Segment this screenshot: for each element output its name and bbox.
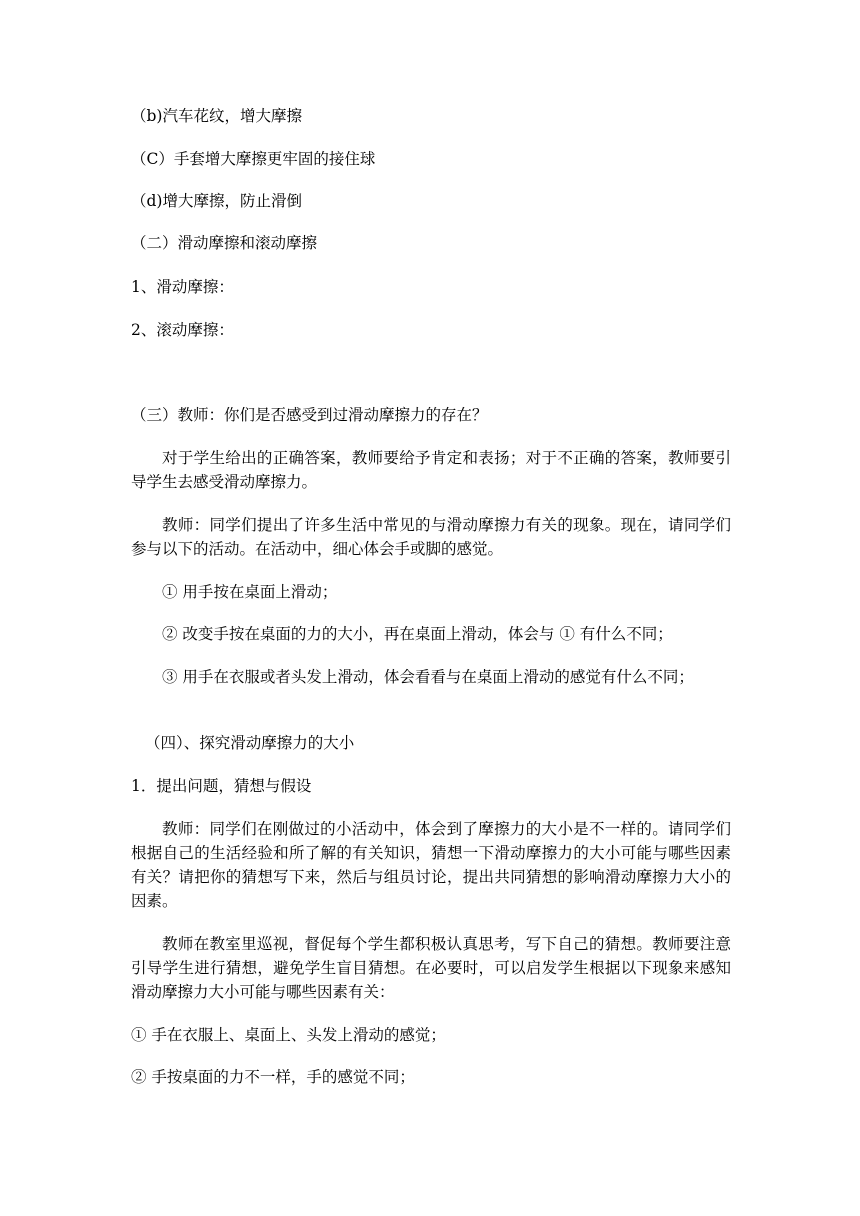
- paragraph-teacher-guidance: 教师在教室里巡视，督促每个学生都积极认真思考，写下自己的猜想。教师要注意引导学生进行猜想，避免学生盲目猜想。在必要时，可以启发学生根据以下现象来感知滑动摩擦力大小可能与哪些因素有关：: [131, 935, 731, 1001]
- activity-item-3: ③ 用手在衣服或者头发上滑动，体会看看与在桌面上滑动的感觉有什么不同；: [162, 668, 694, 686]
- sliding-friction-label: 1、滑动摩擦：: [131, 278, 234, 296]
- activity-item-1: ① 用手按在桌面上滑动；: [162, 583, 338, 601]
- paragraph-guess-factors: 教师：同学们在刚做过的小活动中，体会到了摩擦力的大小是不一样的。请同学们根据自己的生活经验和所了解的有关知识，猜想一下滑动摩擦力的大小可能与哪些因素有关？请把你的猜想写下来，然后与组员讨论，提出共同猜想的影响滑动摩擦力大小的因素。: [131, 820, 731, 910]
- phenomenon-item-2: ② 手按桌面的力不一样，手的感觉不同；: [131, 1068, 415, 1086]
- activity-item-2: ② 改变手按在桌面的力的大小，再在桌面上滑动，体会与 ① 有什么不同；: [162, 625, 673, 643]
- phenomenon-item-1: ① 手在衣服上、桌面上、头发上滑动的感觉；: [131, 1026, 446, 1044]
- step-1-title: 1．提出问题，猜想与假设: [131, 777, 312, 795]
- rolling-friction-label: 2、滚动摩擦：: [131, 321, 234, 339]
- paragraph-answer-feedback: 对于学生给出的正确答案，教师要给予肯定和表扬；对于不正确的答案，教师要引导学生去感受滑动摩擦力。: [131, 449, 731, 491]
- section-2-title: （二）滑动摩擦和滚动摩擦: [131, 234, 318, 252]
- line-d: （d)增大摩擦，防止滑倒: [131, 192, 302, 210]
- paragraph-activity-intro: 教师：同学们提出了许多生活中常见的与滑动摩擦力有关的现象。现在，请同学们参与以下的活动。在活动中，细心体会手或脚的感觉。: [131, 516, 731, 558]
- line-b: （b)汽车花纹，增大摩擦: [131, 107, 302, 125]
- section-4-title: （四）、探究滑动摩擦力的大小: [145, 734, 355, 752]
- line-c: （C）手套增大摩擦更牢固的接住球: [131, 150, 376, 168]
- section-3-title: （三）教师：你们是否感受到过滑动摩擦力的存在？: [131, 406, 488, 424]
